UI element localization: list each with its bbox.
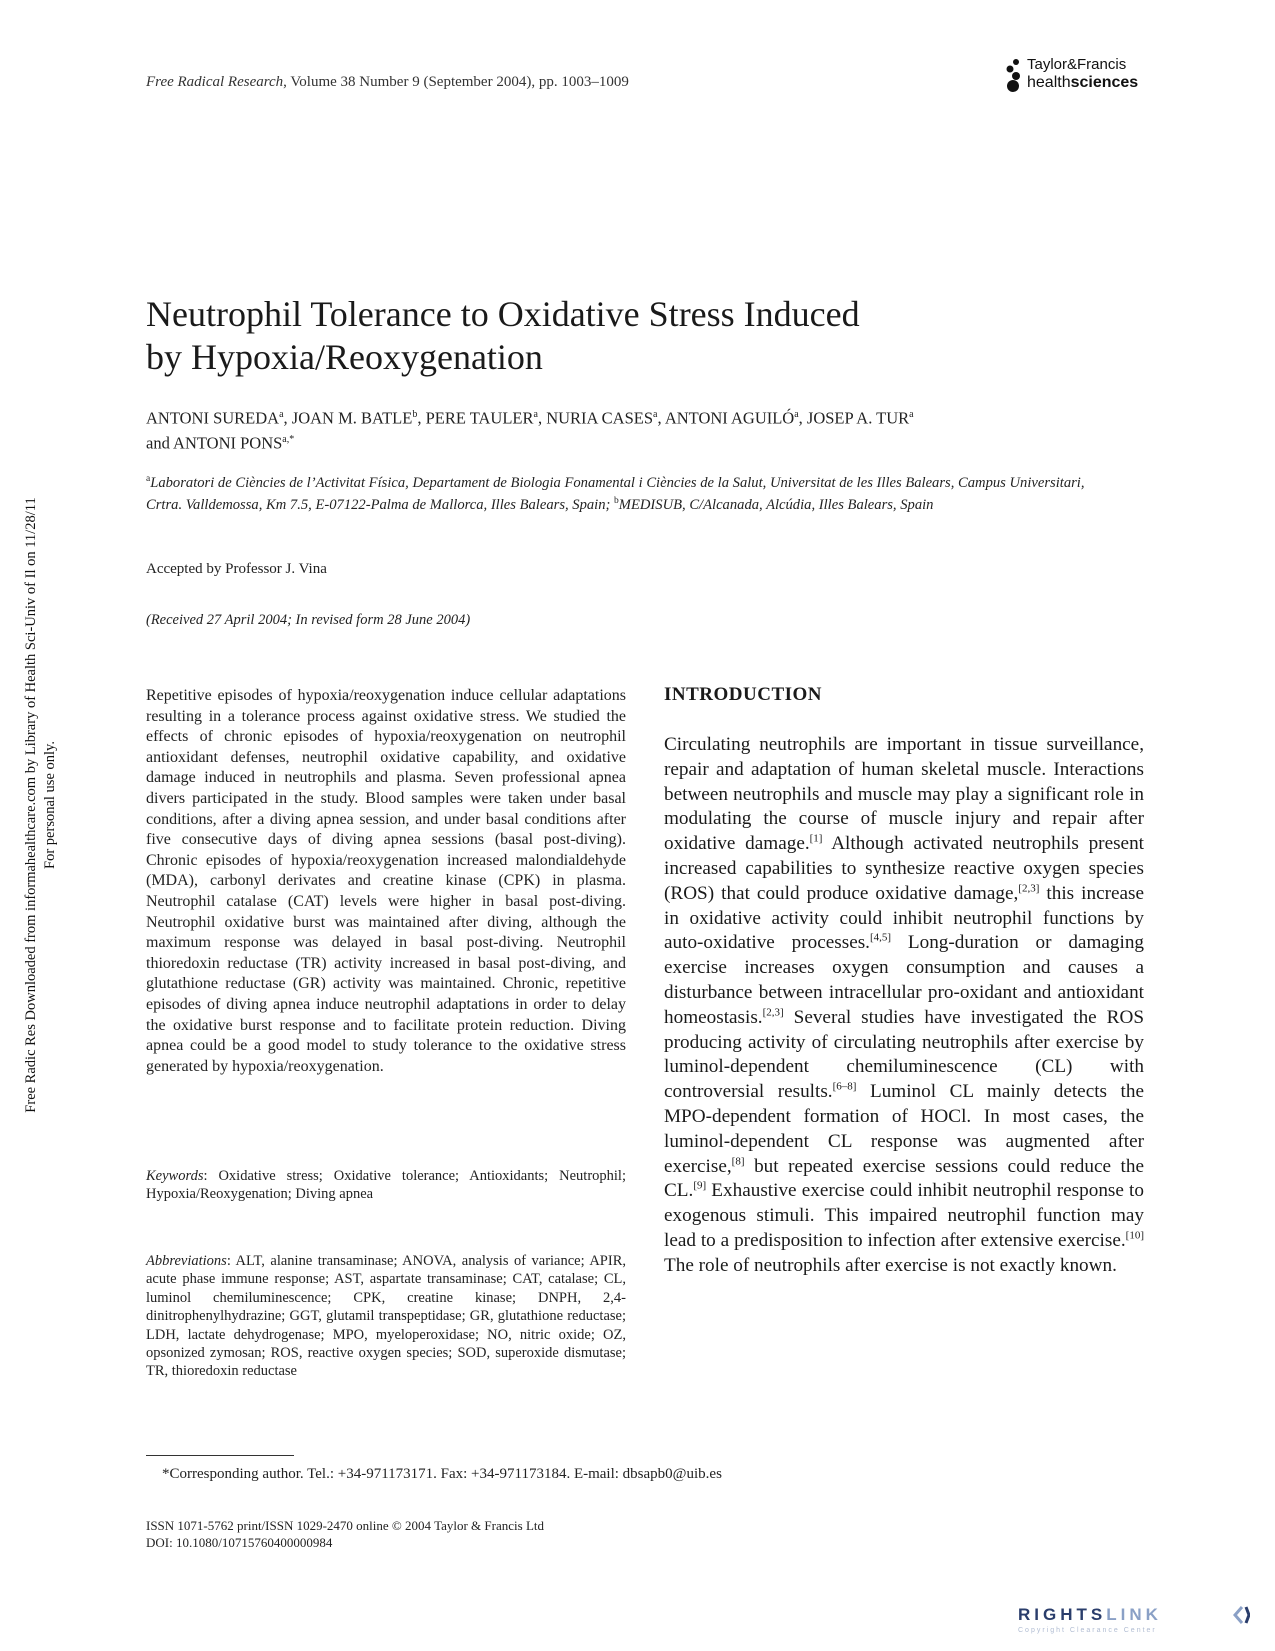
doi-line: DOI: 10.1080/10715760400000984 (146, 1535, 333, 1550)
citation-ref[interactable]: [4,5] (869, 931, 892, 944)
affiliation-a: Laboratori de Ciències de l’Activitat Física, Departament de Biologia Fonamental i Ciències de la Salut, Universitat de les Illes Balears, Campus Universitari, Crtra. Valldemossa, Km 7.5, E-07122-Palma de Mallorca, Illes Balears, Spain; (146, 474, 1085, 514)
journal-name: Free Radical Research (146, 74, 284, 90)
author-1: ANTONI SUREDA (146, 408, 280, 428)
author-3: PERE TAULER (425, 408, 534, 428)
author-2: JOAN M. BATLE (291, 408, 413, 428)
affiliations: $^a$Laboratori de Ciències de l’Activitat Física, Departament de Biologia Fonamental i Ciències de la Salut, Universitat de les Illes Balears, Campus Universitari, Crtra. Valldemossa, Km 7.5, E-07122-Palma de Mallorca, Illes Balears, Spain; $^b$MEDISUB, C/Alcanada, Alcúdia, Illes Balears, Spain (146, 474, 1085, 514)
abbreviations-text: : ALT, alanine transaminase; ANOVA, analysis of variance; APIR, acute phase immune response; AST, aspartate transaminase; CAT, catalase; CL, luminol chemiluminescence; CPK, creatine kinase; DNPH, 2,4-dinitrophenylhydrazine; GGT, glutamil transpeptidase; GR, glutathione reductase; LDH, lactate dehydrogenase; MPO, myeloperoxidase; NO, nitric oxide; OZ, opsonized zymosan; ROS, reactive oxygen species; SOD, superoxide dismutase; TR, thioredoxin reductase (146, 1253, 626, 1380)
introduction-body: Circulating neutrophils are important in tissue surveillance, repair and adaptation of human skeletal muscle. Interactions between neutrophils and muscle may play a significant role in modulating the course of muscle injury and repair after oxidative damage.[1] Although activated neutrophils present increased capabilities to synthesize reactive oxygen species (ROS) that could produce oxidative damage,[2,3] this increase in oxidative activity could inhibit neutrophil functions by auto-oxidative processes.[4,5] Long-duration or damaging exercise increases oxygen consumption and causes a disturbance between intracellular pro-oxidant and antioxidant homeostasis.[2,3] Several studies have investigated the ROS producing activity of circulating neutrophils after exercise by luminol-dependent chemiluminescence (CL) with controversial results.[6–8] Luminol CL mainly detects the MPO-dependent formation of HOCl. In most cases, the luminol-dependent CL response was augmented after exercise,[8] but repeated exercise sessions could reduce the CL.[9] Exhaustive exercise could inhibit neutrophil response to exogenous stimuli. This impaired neutrophil function may lead to a predisposition to infection after extensive exercise.[10] The role of neutrophils after exercise is not exactly known. (664, 734, 1145, 1276)
author-5: ANTONI AGUILÓ (664, 408, 795, 428)
keywords-label: Keywords (146, 1168, 204, 1184)
publisher-name: Taylor&Francis (1027, 56, 1127, 73)
download-note-line2: For personal use only. (42, 741, 58, 869)
issn-line: ISSN 1071-5762 print/ISSN 1029-2470 online © 2004 Taylor & Francis Ltd (146, 1518, 544, 1533)
citation-ref[interactable]: [2,3] (1018, 882, 1040, 895)
download-watermark (22, 445, 72, 1165)
journal-citation: , Volume 38 Number 9 (September 2004), pp. 1003–1009 (283, 74, 629, 90)
taylor-francis-dots-icon (1003, 58, 1023, 94)
issn-doi (146, 1517, 544, 1551)
rightslink-subtitle: Copyright Clearance Center (1018, 1627, 1157, 1634)
keywords (146, 1167, 626, 1204)
author-list: ANTONI SUREDA$^a$, JOAN M. BATLE$^b$, PERE TAULER$^a$, NURIA CASES$^a$, ANTONI AGUILÓ$^a$, JOSEP A. TUR$^a$ and ANTONI $PONS^{a,*}$ (146, 408, 914, 452)
running-head (146, 74, 629, 91)
abstract: Repetitive episodes of hypoxia/reoxygenation induce cellular adaptations resulting in a tolerance process against oxidative stress. We studied the effects of chronic episodes of hypoxia/reoxygenation on neutrophil antioxidant defenses, neutrophil oxidative capability, and oxidative damage induced in neutrophils and plasma. Seven professional apnea divers participated in the study. Blood samples were taken under basal conditions, after a diving apnea session, and under basal conditions after five consecutive days of diving apnea sessions (basal post-diving). Chronic episodes of hypoxia/reoxygenation increased malondialdehyde (MDA), carbonyl derivates and creatine kinase (CPK) in plasma. Neutrophil catalase (CAT) levels were higher in basal post-diving. Neutrophil oxidative burst was maintained after diving, although the maximum response was delayed in basal post-diving. Neutrophil thioredoxin reductase (TR) activity increased in basal post-diving, and glutathione reductase (GR) activity was maintained. Chronic, repetitive episodes of diving apnea induce neutrophil adaptations in order to delay the oxidative burst response and to facilitate protein reduction. Diving apnea could be a good model to study tolerance to the oxidative stress generated by hypoxia/reoxygenation. (146, 687, 626, 1075)
citation-ref[interactable]: [6–8] (832, 1080, 857, 1093)
keywords-text: : Oxidative stress; Oxidative tolerance; Antioxidants; Neutrophil; Hypoxia/Reoxygenation; Diving apnea (146, 1168, 626, 1203)
publisher-logo (1003, 56, 1163, 96)
citation-ref[interactable]: [10] (1125, 1229, 1144, 1242)
introduction-heading: INTRODUCTION (664, 684, 823, 705)
footnote-divider (146, 1455, 294, 1456)
received-dates: (Received 27 April 2004; In revised form 28 June 2004) (146, 612, 471, 628)
author-7: and ANTONI PONS (146, 433, 283, 452)
rightslink-wordmark: RIGHTSLINK (1018, 1605, 1162, 1624)
publisher-imprint: healthsciences (1027, 74, 1139, 91)
accepted-by: Accepted by Professor J. Vina (146, 561, 327, 577)
author-6: JOSEP A. TUR (806, 408, 910, 428)
article-title (146, 293, 1146, 379)
rightslink-chevron-icon (1232, 1605, 1250, 1625)
download-note-line1: Free Radic Res Downloaded from informahealthcare.com by Library of Health Sci-Univ of Il on 11/28/11 (23, 497, 39, 1113)
rightslink-logo[interactable] (1018, 1605, 1248, 1645)
title-line-2: by Hypoxia/Reoxygenation (146, 337, 543, 377)
corresponding-author-footnote: *Corresponding author. Tel.: +34-971173171. Fax: +34-971173184. E-mail: dbsapb0@uib.es (162, 1466, 722, 1482)
citation-ref[interactable]: [2,3] (762, 1006, 784, 1019)
citation-ref[interactable]: [9] (693, 1179, 707, 1192)
author-4: NURIA CASES (546, 408, 654, 428)
abbreviations (146, 1252, 626, 1381)
affiliation-b: MEDISUB, C/Alcanada, Alcúdia, Illes Balears, Spain (618, 497, 934, 514)
abbreviations-label: Abbreviations (146, 1253, 227, 1269)
title-line-1: Neutrophil Tolerance to Oxidative Stress Induced (146, 294, 860, 334)
citation-ref[interactable]: [8] (731, 1155, 745, 1168)
citation-ref[interactable]: [1] (809, 832, 823, 845)
